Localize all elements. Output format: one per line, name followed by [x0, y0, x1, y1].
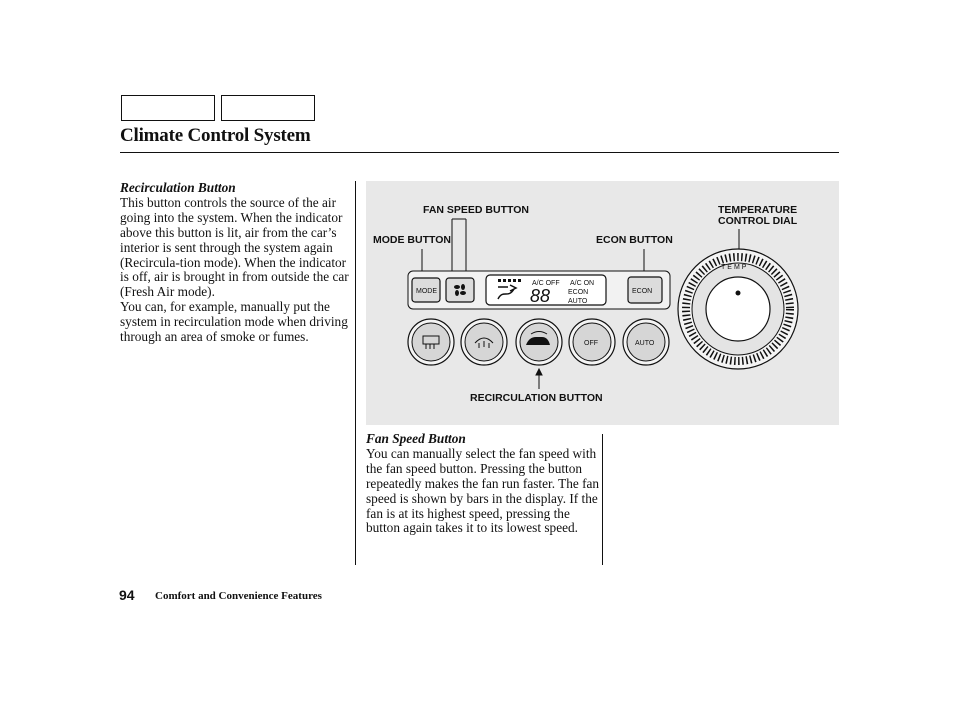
label-econ: ECON BUTTON: [596, 234, 673, 246]
section-name: Comfort and Convenience Features: [155, 590, 322, 602]
label-temperature-1: TEMPERATURE: [718, 204, 798, 216]
display-ac-off: A/C OFF: [532, 280, 560, 287]
dial-pointer: [736, 291, 741, 296]
fan-speed-button[interactable]: [446, 278, 474, 302]
label-fan-speed: FAN SPEED BUTTON: [423, 204, 529, 216]
climate-panel-figure: [366, 181, 839, 425]
fan-speed-section: [366, 432, 600, 536]
rear-defrost-button[interactable]: [412, 323, 450, 361]
recirculation-paragraph-2: You can, for example, manually put the system in recirculation mode when driving through an area of smoke or fumes.: [120, 299, 348, 345]
dial-temp-label: TEMP: [721, 264, 749, 271]
recirculation-section: [120, 181, 352, 345]
label-mode: MODE BUTTON: [373, 234, 451, 246]
auto-button-label: AUTO: [635, 340, 655, 347]
display-ac-on: A/C ON: [570, 280, 595, 287]
display-auto: AUTO: [568, 298, 588, 305]
nav-box-previous[interactable]: [121, 95, 215, 121]
off-button-label: OFF: [584, 340, 598, 347]
display-econ: ECON: [568, 289, 589, 296]
recirculation-subheading: Recirculation Button: [120, 180, 236, 195]
display-temperature-digits: 88: [530, 286, 551, 306]
fan-speed-paragraph: You can manually select the fan speed with the fan speed button. Pressing the button repeatedly makes the fan run faster. The fan speed is shown by bars in the display. If the fan is at its highest speed, pressing the button again takes it to its lowest speed.: [366, 445, 600, 536]
page-number: 94: [119, 587, 135, 603]
title-rule: [120, 152, 839, 153]
econ-button-label: ECON: [632, 288, 653, 295]
climate-panel-illustration: [366, 181, 839, 425]
column-divider-left: [355, 181, 356, 565]
fan-speed-subheading: Fan Speed Button: [366, 431, 466, 446]
label-recirculation: RECIRCULATION BUTTON: [470, 392, 603, 404]
mode-button-label: MODE: [416, 288, 437, 295]
page-title: Climate Control System: [120, 125, 311, 146]
label-temperature-2: CONTROL DIAL: [718, 215, 798, 227]
round-button-row: [408, 319, 669, 365]
recirculation-paragraph-1: This button controls the source of the air going into the system. When the indicator above this button is lit, air from the car’s interior is sent through the system again (Recircula-tion mode). When the indicator is off, air is brought in from outside the car (Fresh Air mode).: [120, 194, 349, 300]
column-divider-right: [602, 434, 603, 565]
nav-box-contents[interactable]: [221, 95, 315, 121]
